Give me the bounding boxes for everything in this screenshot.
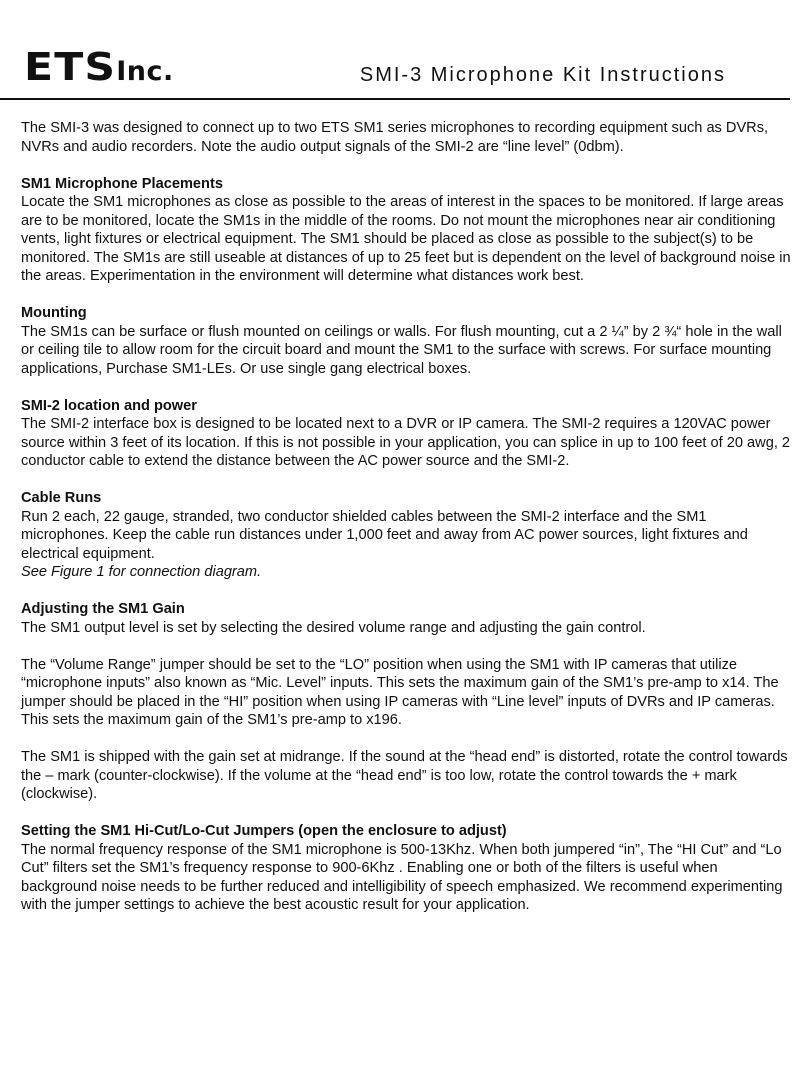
- section-body: The SM1 output level is set by selecting the desired volume range and adjusting the gain control.: [21, 619, 646, 636]
- figure-reference-note: See Figure 1 for connection diagram.: [21, 564, 262, 580]
- gain-control-paragraph: The SM1 is shipped with the gain set at midrange. If the sound at the “head end” is distorted, rotate the control towards the – mark (counter-clockwise). If the volume at the “head end” is too low, rotate the control towards the + mark (clockwise).: [21, 749, 788, 802]
- logo-main-text: ETS: [24, 45, 117, 89]
- section-cable-runs: [21, 489, 793, 582]
- logo-suffix-text: Inc.: [116, 56, 174, 87]
- document-title: SMI-3 Microphone Kit Instructions: [359, 64, 726, 86]
- section-placements: [21, 175, 793, 286]
- intro-paragraph: The SMI-3 was designed to connect up to two ETS SM1 series microphones to recording equipment such as DVRs, NVRs and audio recorders. Note the audio output signals of the SMI-2 are “line level” (0dbm).: [21, 120, 769, 155]
- section-body: Locate the SM1 microphones as close as possible to the areas of interest in the spaces to be monitored. If large areas are to be monitored, locate the SM1s in the middle of the rooms. Do not mount the microphones near air conditioning vents, light fixtures or electrical equipment. The SM1 should be placed as close as possible to the subject(s) to be monitored. The SM1s are still useable at distances of up to 25 feet but is dependent on the level of background noise in the areas. Experimentation in the environment will determine what distances work best.: [21, 194, 791, 284]
- document-body: [21, 119, 793, 915]
- header-divider: [0, 98, 790, 100]
- section-body: The SM1s can be surface or flush mounted on ceilings or walls. For flush mounting, cut a 2 ¼” by 2 ¾“ hole in the wall or ceiling tile to allow room for the circuit board and mount the SM1 to the surface with screws. For surface mounting applications, Purchase SM1-LEs. Or use single gang electrical boxes.: [21, 323, 782, 377]
- section-title: Adjusting the SM1 Gain: [21, 601, 185, 617]
- section-title: SM1 Microphone Placements: [21, 175, 223, 192]
- section-title: Mounting: [21, 305, 87, 321]
- volume-range-paragraph: The “Volume Range” jumper should be set to the “LO” position when using the SM1 with IP cameras that utilize “microphone inputs” also known as “Mic. Level” inputs. This sets the maximum gain of the SM1’s pre-amp to x14. The jumper should be placed in the “HI” position when using IP cameras with “Line level” inputs of DVRs and IP cameras. This sets the maximum gain of the SM1’s pre-amp to x196.: [21, 656, 779, 728]
- page-header: [0, 0, 808, 104]
- section-body: The SMI-2 interface box is designed to be located next to a DVR or IP camera. The SMI-2 requires a 120VAC power source within 3 feet of its location. If this is not possible in your application, you can splice in up to 100 feet of 20 awg, 2 conductor cable to extend the distance between the AC power source and the SMI-2.: [21, 416, 791, 469]
- section-title: SMI-2 location and power: [21, 397, 197, 414]
- section-gain: [21, 600, 793, 804]
- company-logo: [24, 45, 174, 89]
- section-title: Setting the SM1 Hi-Cut/Lo-Cut Jumpers (open the enclosure to adjust): [21, 823, 507, 839]
- section-body: The normal frequency response of the SM1 microphone is 500-13Khz. When both jumpered “in”, The “HI Cut” and “Lo Cut” filters set the SM1’s frequency response to 900-6Khz . Enabling one or both of the filters is useful when background noise needs to be further reduced and intelligibility of speech emphasized. We recommend experimenting with the jumper settings to achieve the best acoustic result for your application.: [21, 841, 783, 913]
- section-jumpers: [21, 822, 793, 915]
- section-body: Run 2 each, 22 gauge, stranded, two conductor shielded cables between the SMI-2 interface and the SM1 microphones. Keep the cable run distances under 1,000 feet and away from AC power sources, light fixtures and electrical equipment.: [21, 508, 748, 562]
- section-location-power: [21, 397, 793, 471]
- section-mounting: [21, 304, 793, 378]
- section-title: Cable Runs: [21, 490, 102, 506]
